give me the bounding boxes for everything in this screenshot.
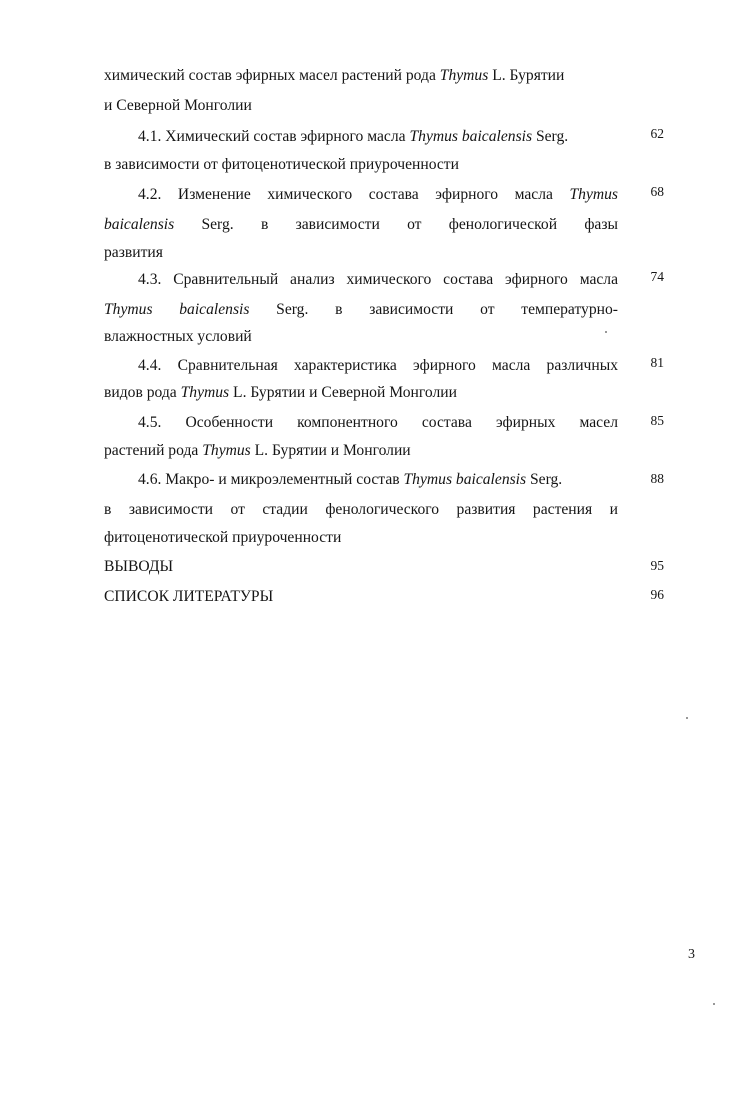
entry-species: Thymus xyxy=(180,384,230,401)
toc-page-number: 88 xyxy=(650,471,664,486)
toc-page-number: 95 xyxy=(650,558,664,573)
entry-text: СПИСОК ЛИТЕРАТУРЫ xyxy=(104,588,274,605)
entry-species: Thymus xyxy=(202,442,251,459)
toc-entry-4-1-line-1 xyxy=(138,127,568,147)
toc-intro-line-2 xyxy=(104,96,252,116)
toc-entry-4-5-line-1 xyxy=(138,413,618,433)
toc-intro-line-1 xyxy=(104,66,564,86)
entry-text: фитоценотической приуроченности xyxy=(104,529,342,546)
toc-entry-4-4-line-1 xyxy=(138,356,618,376)
entry-text: 4.3. Сравнительный анализ химического состава эфирного масла xyxy=(138,271,618,288)
entry-species: Thymus baicalensis xyxy=(104,301,250,318)
entry-text-end: L. Бурятии и Монголии xyxy=(250,442,411,459)
entry-text: в зависимости от стадии фенологического развития растения и xyxy=(104,501,618,518)
entry-text-end: Serg. xyxy=(526,471,563,488)
toc-entry-4-3-line-2 xyxy=(104,300,618,320)
scan-speck xyxy=(605,331,607,333)
entry-species: Thymus baicalensis xyxy=(409,128,533,145)
toc-page-number: 68 xyxy=(650,184,664,199)
toc-entry-4-6-line-1 xyxy=(138,470,562,490)
scan-speck xyxy=(713,1003,715,1005)
entry-species: baicalensis xyxy=(104,216,175,233)
entry-text-end: Serg. xyxy=(532,128,569,145)
entry-text: Serg. в зависимости от фенологической фазы xyxy=(174,216,618,233)
page-number: 3 xyxy=(688,947,695,962)
entry-text: видов рода xyxy=(104,384,181,401)
toc-entry-references xyxy=(104,587,273,607)
entry-text-end: L. Бурятии и Северной Монголии xyxy=(229,384,457,401)
toc-entry-4-3-line-3 xyxy=(104,327,252,347)
entry-species: Thymus xyxy=(569,186,618,203)
toc-entry-4-6-line-2 xyxy=(104,500,618,520)
entry-text: растений рода xyxy=(104,442,203,459)
intro-text-end: L. Бурятии xyxy=(488,67,565,84)
toc-entry-4-6-line-3 xyxy=(104,528,341,548)
toc-page-number: 85 xyxy=(650,413,664,428)
intro-genus: Thymus xyxy=(439,67,489,84)
entry-text: 4.4. Сравнительная характеристика эфирного масла различных xyxy=(138,357,618,374)
toc-entry-4-2-line-1 xyxy=(138,185,618,205)
entry-text: ВЫВОДЫ xyxy=(104,558,174,575)
entry-text: 4.2. Изменение химического состава эфирного масла xyxy=(138,186,553,203)
intro-text-2: и Северной Монголии xyxy=(104,97,252,114)
entry-text: Serg. в зависимости от температурно- xyxy=(249,301,618,318)
entry-text: 4.1. Химический состав эфирного масла xyxy=(138,128,410,145)
entry-text: 4.5. Особенности компонентного состава эфирных масел xyxy=(138,414,618,431)
entry-text: 4.6. Макро- и микроэлементный состав xyxy=(138,471,404,488)
scan-speck xyxy=(686,717,688,719)
toc-page-number: 81 xyxy=(650,355,664,370)
toc-entry-4-2-line-2 xyxy=(104,215,618,235)
toc-entry-4-2-line-3 xyxy=(104,243,163,263)
intro-text: химический состав эфирных масел растений рода xyxy=(104,67,440,84)
toc-entry-4-5-line-2 xyxy=(104,441,411,461)
entry-species: Thymus baicalensis xyxy=(403,471,527,488)
toc-page-number: 96 xyxy=(650,587,664,602)
toc-page-number: 74 xyxy=(650,269,664,284)
entry-text: развития xyxy=(104,244,163,261)
toc-page-number: 62 xyxy=(650,126,664,141)
toc-entry-4-1-line-2 xyxy=(104,155,459,175)
toc-entry-4-4-line-2 xyxy=(104,383,457,403)
entry-text: влажностных условий xyxy=(104,328,252,345)
toc-entry-conclusions xyxy=(104,557,173,577)
entry-text: в зависимости от фитоценотической приуроченности xyxy=(104,156,459,173)
toc-entry-4-3-line-1 xyxy=(138,270,618,290)
